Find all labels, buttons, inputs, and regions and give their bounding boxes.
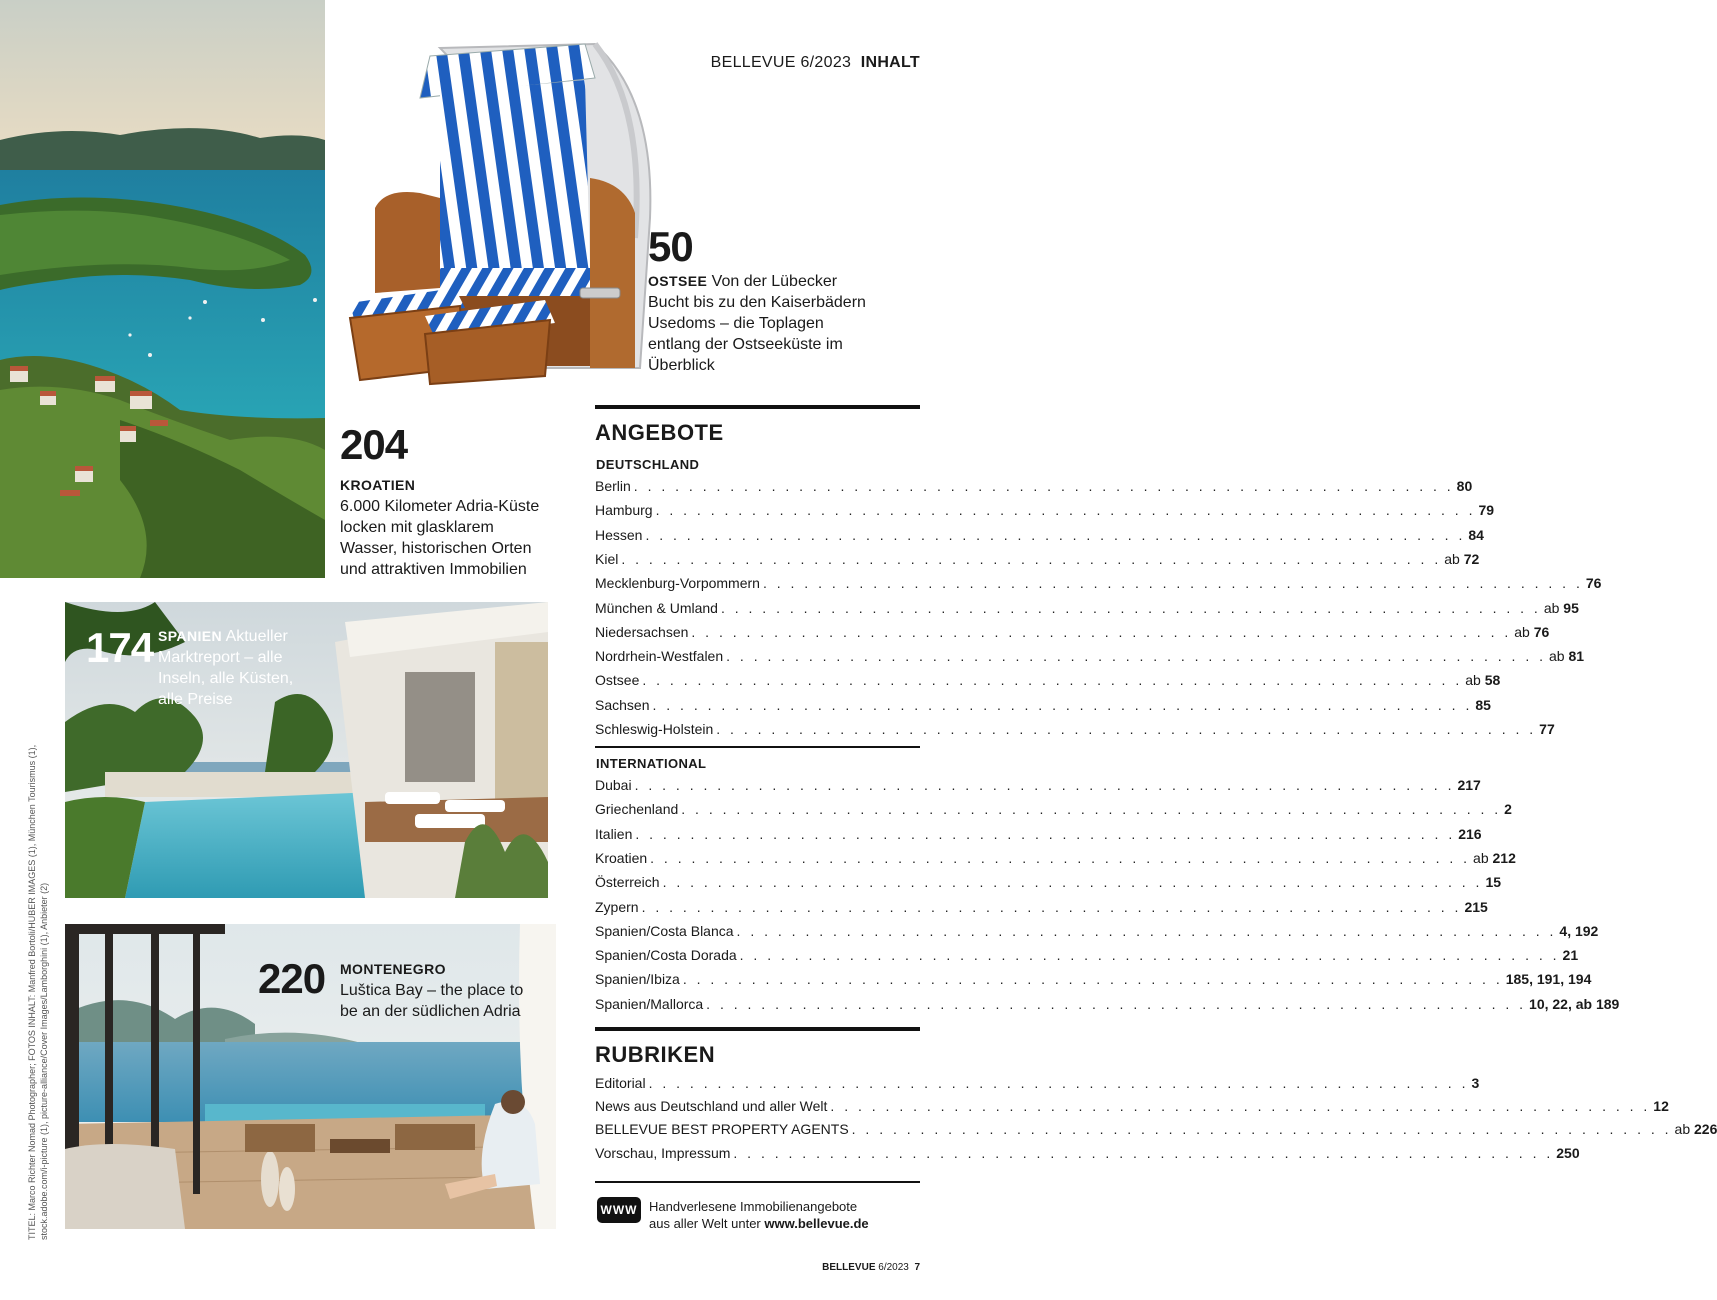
feature-montenegro-page[interactable]: 220 — [258, 955, 326, 1002]
index-entry-page — [1468, 527, 1484, 543]
index-entry-page — [1549, 648, 1584, 664]
index-entry-label: Spanien/Mallorca — [595, 995, 704, 1012]
index-entry-label: News aus Deutschland und aller Welt — [595, 1098, 828, 1115]
feature-spanien-description: Aktueller Marktreport – alle Inseln, alle Küsten, alle Preise — [158, 628, 294, 708]
index-entry-prefix: ab — [1514, 623, 1530, 640]
index-entry-page-number: 250 — [1556, 1144, 1580, 1161]
index-entry[interactable] — [595, 575, 1602, 599]
index-entry-label: Sachsen — [595, 696, 650, 713]
index-entry-label: Ostsee — [595, 672, 640, 689]
index-entry-label: Dubai — [595, 777, 632, 793]
feature-kroatien-kicker: KROATIEN — [340, 477, 416, 493]
leader-dots: . . . . . . . . . . . . . . . . . . . . . . . . . . . . . . . . . . . . . . . . . . . . . . . . . . . . . . . . . . . . — [634, 777, 1455, 793]
index-entry-page — [1471, 1075, 1479, 1091]
index-entry-page — [1504, 801, 1512, 817]
index-entry-page-number: 4, 192 — [1559, 922, 1599, 939]
index-entry-page — [1556, 1145, 1579, 1161]
www-line2-prefix: aus aller Welt unter — [649, 1216, 761, 1231]
rubriken-rule — [595, 1027, 920, 1031]
index-entry-page-number: 216 — [1458, 825, 1482, 842]
index-entry[interactable] — [595, 1144, 1580, 1169]
leader-dots: . . . . . . . . . . . . . . . . . . . . . . . . . . . . . . . . . . . . . . . . . . . . . . . . . . . . . . . . . . . . — [733, 1144, 1554, 1161]
feature-ostsee-kicker: OSTSEE — [648, 273, 708, 289]
index-entry-page-number: 84 — [1468, 526, 1484, 543]
leader-dots: . . . . . . . . . . . . . . . . . . . . . . . . . . . . . . . . . . . . . . . . . . . . . . . . . . . . . . . . . . . . — [645, 526, 1466, 543]
index-entry-page — [1475, 697, 1491, 713]
leader-dots: . . . . . . . . . . . . . . . . . . . . . . . . . . . . . . . . . . . . . . . . . . . . . . . . . . . . . . . . . . . . — [739, 947, 1560, 964]
index-entry[interactable] — [595, 550, 1480, 575]
croatia-photo — [0, 0, 325, 578]
leader-dots: . . . . . . . . . . . . . . . . . . . . . . . . . . . . . . . . . . . . . . . . . . . . . . . . . . . . . . . . . . . . — [648, 1075, 1469, 1091]
leader-dots: . . . . . . . . . . . . . . . . . . . . . . . . . . . . . . . . . . . . . . . . . . . . . . . . . . . . . . . . . . . . — [655, 502, 1476, 519]
index-entry[interactable] — [595, 971, 1592, 995]
index-entry[interactable] — [595, 696, 1491, 721]
photo-credits — [26, 745, 50, 1240]
index-entry[interactable] — [595, 995, 1620, 1020]
index-entry-page — [1586, 575, 1602, 591]
feature-spanien-page[interactable]: 174 — [86, 624, 154, 671]
www-url-link[interactable]: www.bellevue.de — [764, 1216, 869, 1231]
international-title: INTERNATIONAL — [596, 756, 707, 771]
index-entry-label: Spanien/Costa Dorada — [595, 947, 737, 964]
index-entry-page — [1653, 1098, 1669, 1114]
index-entry-label: Hessen — [595, 526, 643, 543]
leader-dots: . . . . . . . . . . . . . . . . . . . . . . . . . . . . . . . . . . . . . . . . . . . . . . . . . . . . . . . . . . . . — [662, 874, 1483, 891]
index-entry-page — [1458, 826, 1481, 842]
index-entry-page — [1478, 502, 1494, 518]
feature-montenegro-description[interactable]: Luštica Bay – the place to be an der südlichen Adria — [340, 982, 524, 1020]
leader-dots: . . . . . . . . . . . . . . . . . . . . . . . . . . . . . . . . . . . . . . . . . . . . . . . . . . . . . . . . . . . . — [652, 696, 1473, 713]
leader-dots: . . . . . . . . . . . . . . . . . . . . . . . . . . . . . . . . . . . . . . . . . . . . . . . . . . . . . . . . . . . . — [635, 825, 1456, 842]
index-entry-page-number: 12 — [1653, 1098, 1669, 1115]
index-entry-page-number: 77 — [1539, 721, 1555, 737]
index-entry-page-number: 3 — [1471, 1075, 1480, 1091]
index-entry-label: Nordrhein-Westfalen — [595, 648, 724, 665]
index-entry[interactable] — [595, 801, 1512, 825]
angebote-rule — [595, 405, 920, 409]
index-entry-prefix: ab — [1549, 648, 1565, 665]
index-entry-page — [1444, 551, 1479, 567]
index-entry-page — [1514, 624, 1549, 640]
index-entry[interactable] — [595, 599, 1579, 624]
leader-dots: . . . . . . . . . . . . . . . . . . . . . . . . . . . . . . . . . . . . . . . . . . . . . . . . . . . . . . . . . . . . — [830, 1098, 1651, 1115]
index-entry-label: Schleswig-Holstein — [595, 721, 714, 737]
leader-dots: . . . . . . . . . . . . . . . . . . . . . . . . . . . . . . . . . . . . . . . . . . . . . . . . . . . . . . . . . . . . — [736, 922, 1557, 939]
index-entry[interactable] — [595, 623, 1550, 648]
index-entry-prefix: ab — [1543, 599, 1560, 616]
index-entry[interactable] — [595, 1075, 1480, 1099]
feature-spanien-kicker: SPANIEN — [158, 628, 222, 644]
page-footer — [820, 1262, 920, 1273]
index-entry-page — [1485, 874, 1501, 890]
index-entry-label: Spanien/Costa Blanca — [595, 922, 734, 939]
index-entry-page — [1559, 923, 1598, 939]
index-entry-label: Spanien/Ibiza — [595, 971, 680, 988]
index-entry-page-number: 212 — [1492, 849, 1516, 866]
index-entry-label: Griechenland — [595, 801, 679, 818]
index-entry-page-number: 72 — [1463, 550, 1480, 567]
leader-dots: . . . . . . . . . . . . . . . . . . . . . . . . . . . . . . . . . . . . . . . . . . . . . . . . . . . . . . . . . . . . — [682, 971, 1503, 988]
index-entry-label: BELLEVUE BEST PROPERTY AGENTS — [595, 1121, 849, 1138]
section-label: INHALT — [860, 54, 920, 71]
index-entry-page-number: 85 — [1475, 696, 1491, 713]
rubriken-title: RUBRIKEN — [595, 1042, 716, 1067]
leader-dots: . . . . . . . . . . . . . . . . . . . . . . . . . . . . . . . . . . . . . . . . . . . . . . . . . . . . . . . . . . . . — [706, 995, 1527, 1012]
leader-dots: . . . . . . . . . . . . . . . . . . . . . . . . . . . . . . . . . . . . . . . . . . . . . . . . . . . . . . . . . . . . — [726, 648, 1547, 665]
index-entry-page-number: 79 — [1478, 502, 1495, 519]
index-entry-label: Österreich — [595, 874, 660, 891]
index-entry[interactable] — [595, 502, 1495, 526]
index-entry[interactable] — [595, 478, 1473, 502]
index-entry-page-number: 76 — [1533, 623, 1550, 640]
photo-credits-line1: TITEL: Marco Richter Nomad Photographer; FOTOS INHALT: Manfred Bortoli/HUBER IMAGES (1), München Tourismus (1), — [27, 744, 37, 1240]
feature-ostsee-description: Von der Lübecker Bucht bis zu den Kaiserbädern Usedoms – die Toplagen entlang der Ostseeküste im Überblick — [648, 273, 866, 374]
index-entry[interactable] — [595, 777, 1481, 801]
index-entry-prefix: ab — [1473, 849, 1489, 866]
feature-ostsee-page[interactable]: 50 — [648, 223, 693, 270]
leader-dots: . . . . . . . . . . . . . . . . . . . . . . . . . . . . . . . . . . . . . . . . . . . . . . . . . . . . . . . . . . . . — [851, 1121, 1672, 1138]
index-entry[interactable] — [595, 922, 1599, 947]
photo-credits-line2: stock.adobe.com/i-picture (1), picture-alliance/Cover Images/Lamborghini (1), Anbieter (2) — [39, 882, 49, 1240]
leader-dots: . . . . . . . . . . . . . . . . . . . . . . . . . . . . . . . . . . . . . . . . . . . . . . . . . . . . . . . . . . . . — [716, 721, 1537, 737]
index-entry-prefix: ab — [1674, 1121, 1691, 1138]
www-badge-icon: WWW — [597, 1197, 641, 1223]
index-entry[interactable] — [595, 672, 1501, 696]
index-entry[interactable] — [595, 648, 1585, 672]
index-entry-page — [1465, 672, 1500, 688]
index-entry-page — [1506, 971, 1592, 987]
angebote-title: ANGEBOTE — [595, 420, 724, 445]
index-entry-page-number: 10, 22, ab 189 — [1529, 995, 1620, 1012]
index-entry-prefix: ab — [1444, 550, 1460, 567]
index-entry-page-number: 217 — [1457, 777, 1481, 793]
international-rule — [595, 746, 920, 748]
index-entry[interactable] — [595, 1098, 1669, 1122]
leader-dots: . . . . . . . . . . . . . . . . . . . . . . . . . . . . . . . . . . . . . . . . . . . . . . . . . . . . . . . . . . . . — [720, 599, 1541, 616]
index-entry-label: Niedersachsen — [595, 623, 689, 640]
footer-page-number: 7 — [914, 1262, 920, 1273]
index-entry[interactable] — [595, 526, 1484, 551]
magazine-issue: BELLEVUE 6/2023 — [710, 54, 852, 71]
footer-magazine: BELLEVUE — [822, 1262, 876, 1273]
feature-spanien-text[interactable] — [158, 626, 303, 710]
index-entry[interactable] — [595, 898, 1488, 923]
index-entry-page-number: 95 — [1563, 599, 1579, 616]
index-entry-page — [1473, 850, 1516, 866]
index-entry-page-number: 58 — [1484, 672, 1501, 689]
index-entry-page-number: 185, 191, 194 — [1505, 971, 1592, 988]
leader-dots: . . . . . . . . . . . . . . . . . . . . . . . . . . . . . . . . . . . . . . . . . . . . . . . . . . . . . . . . . . . . — [642, 672, 1463, 689]
footer-issue: 6/2023 — [878, 1262, 909, 1273]
index-entry-page — [1544, 600, 1579, 616]
index-entry-label: Kroatien — [595, 849, 648, 866]
feature-ostsee-text[interactable] — [648, 271, 878, 376]
deutschland-title: DEUTSCHLAND — [596, 457, 700, 472]
leader-dots: . . . . . . . . . . . . . . . . . . . . . . . . . . . . . . . . . . . . . . . . . . . . . . . . . . . . . . . . . . . . — [633, 478, 1454, 494]
index-entry-page — [1457, 777, 1480, 793]
index-entry-page — [1539, 721, 1555, 737]
leader-dots: . . . . . . . . . . . . . . . . . . . . . . . . . . . . . . . . . . . . . . . . . . . . . . . . . . . . . . . . . . . . — [691, 623, 1512, 640]
feature-montenegro-kicker: MONTENEGRO — [340, 961, 446, 977]
index-entry-page-number: 215 — [1464, 898, 1488, 915]
leader-dots: . . . . . . . . . . . . . . . . . . . . . . . . . . . . . . . . . . . . . . . . . . . . . . . . . . . . . . . . . . . . — [650, 849, 1471, 866]
leader-dots: . . . . . . . . . . . . . . . . . . . . . . . . . . . . . . . . . . . . . . . . . . . . . . . . . . . . . . . . . . . . — [641, 898, 1462, 915]
index-entry-label: Vorschau, Impressum — [595, 1144, 731, 1161]
index-entry-page-number: 81 — [1568, 648, 1585, 665]
index-entry-label: München & Umland — [595, 599, 718, 616]
index-entry-prefix: ab — [1465, 672, 1481, 689]
index-entry-page-number: 226 — [1694, 1121, 1717, 1138]
index-entry[interactable] — [595, 1121, 1717, 1145]
feature-kroatien-description[interactable]: 6.000 Kilometer Adria-Küste locken mit glasklarem Wasser, historischen Orten und attraktiven Immobilien — [340, 498, 540, 578]
index-entry-page-number: 80 — [1456, 478, 1473, 494]
index-entry-page-number: 2 — [1504, 801, 1512, 818]
index-entry-page-number: 15 — [1485, 874, 1502, 891]
www-line1: Handverlesene Immobilienangebote — [649, 1199, 858, 1214]
feature-kroatien-page[interactable]: 204 — [340, 421, 408, 468]
index-entry[interactable] — [595, 849, 1516, 874]
index-entry-label: Mecklenburg-Vorpommern — [595, 575, 760, 592]
beach-chair-image — [345, 38, 665, 384]
index-entry-page-number: 21 — [1562, 947, 1579, 964]
index-entry-label: Hamburg — [595, 502, 653, 519]
index-entry-page — [1529, 996, 1619, 1012]
index-entry-label: Kiel — [595, 550, 619, 567]
index-entry-page-number: 76 — [1585, 575, 1602, 592]
index-entry-label: Berlin — [595, 478, 631, 494]
www-rule — [595, 1181, 920, 1183]
www-note[interactable] — [649, 1198, 869, 1232]
index-entry-label: Zypern — [595, 898, 639, 915]
leader-dots: . . . . . . . . . . . . . . . . . . . . . . . . . . . . . . . . . . . . . . . . . . . . . . . . . . . . . . . . . . . . — [681, 801, 1502, 818]
index-entry-page — [1563, 947, 1579, 963]
leader-dots: . . . . . . . . . . . . . . . . . . . . . . . . . . . . . . . . . . . . . . . . . . . . . . . . . . . . . . . . . . . . — [621, 550, 1442, 567]
index-entry[interactable] — [595, 721, 1555, 745]
index-entry-page — [1457, 478, 1473, 494]
index-entry-page — [1464, 899, 1487, 915]
leader-dots: . . . . . . . . . . . . . . . . . . . . . . . . . . . . . . . . . . . . . . . . . . . . . . . . . . . . . . . . . . . . — [762, 575, 1583, 592]
index-entry[interactable] — [595, 947, 1579, 971]
index-entry-page — [1675, 1121, 1717, 1137]
index-entry-label: Italien — [595, 825, 633, 842]
index-entry[interactable] — [595, 874, 1502, 898]
index-entry-label: Editorial — [595, 1075, 646, 1091]
index-entry[interactable] — [595, 825, 1482, 850]
